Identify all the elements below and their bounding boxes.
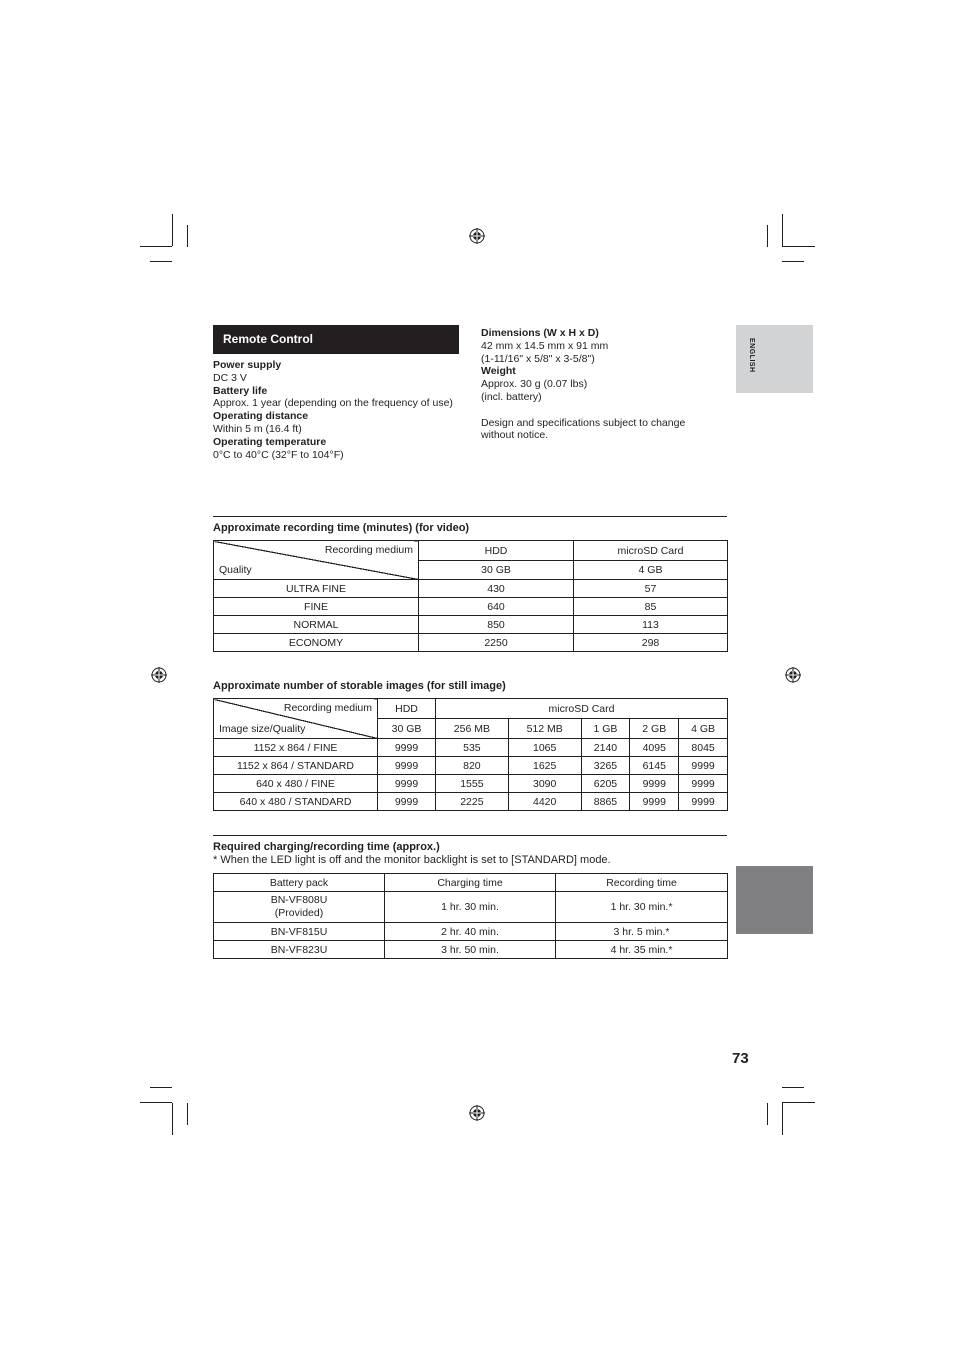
table-header-cell: 1 GB	[581, 719, 630, 739]
table-cell: 9999	[679, 775, 728, 793]
section-rule	[213, 516, 727, 517]
table-row	[214, 892, 728, 923]
table-row	[214, 634, 728, 652]
table-cell: 1152 x 864 / FINE	[214, 739, 378, 757]
battery-note: (Provided)	[274, 907, 324, 919]
table-corner-cell	[214, 541, 419, 580]
spec-label: Battery life	[213, 384, 268, 397]
spec-label: Dimensions (W x H x D)	[481, 327, 599, 339]
remote-specs-left	[213, 359, 453, 461]
table-header-cell: Recording time	[556, 874, 728, 892]
table-cell: 3090	[508, 775, 581, 793]
corner-bottom-label: Quality	[219, 564, 252, 576]
spec-value: (incl. battery)	[481, 390, 542, 403]
table-cell: 9999	[630, 793, 679, 811]
battery-model: BN-VF808U	[270, 894, 328, 906]
spec-value: Within 5 m (16.4 ft)	[213, 422, 302, 435]
table-cell: FINE	[214, 598, 419, 616]
charging-time-table	[213, 873, 728, 959]
table-cell: 2225	[436, 793, 509, 811]
language-tab-label: ENGLISH	[748, 338, 755, 373]
table-header-cell: 256 MB	[436, 719, 509, 739]
table-cell: 9999	[630, 775, 679, 793]
spec-value: 42 mm x 14.5 mm x 91 mm	[481, 339, 609, 352]
table-cell: 640	[419, 598, 574, 616]
table-title: Approximate recording time (minutes) (for video)	[213, 522, 470, 534]
table-cell: ECONOMY	[214, 634, 419, 652]
table-header-cell: microSD Card	[436, 699, 728, 719]
table-note: * When the LED light is off and the monitor backlight is set to [STANDARD] mode.	[213, 854, 611, 866]
still-image-table	[213, 698, 728, 811]
table-cell: 9999	[378, 757, 436, 775]
table-cell: 9999	[378, 775, 436, 793]
section-header: Remote Control	[213, 325, 459, 354]
table-header-cell: Charging time	[385, 874, 556, 892]
spec-label: Weight	[481, 365, 516, 378]
table-cell: 8865	[581, 793, 630, 811]
corner-bottom-label: Image size/Quality	[219, 723, 306, 735]
table-header-cell: 2 GB	[630, 719, 679, 739]
table-header-cell: 4 GB	[679, 719, 728, 739]
table-cell: 4 hr. 35 min.*	[556, 941, 728, 959]
table-corner-cell	[214, 699, 378, 739]
spec-value: 0°C to 40°C (32°F to 104°F)	[213, 448, 344, 461]
disclaimer: Design and specifications subject to change without notice.	[481, 416, 686, 442]
table-header-cell: Battery pack	[214, 874, 385, 892]
table-cell: 2 hr. 40 min.	[385, 923, 556, 941]
corner-top-label: Recording medium	[283, 702, 372, 714]
table-row	[214, 793, 728, 811]
table-header-cell: HDD	[378, 699, 436, 719]
table-cell: 1152 x 864 / STANDARD	[214, 757, 378, 775]
table-header-cell: 4 GB	[574, 561, 728, 580]
table-cell: 6205	[581, 775, 630, 793]
table-cell: 2250	[419, 634, 574, 652]
table-row	[214, 580, 728, 598]
table-cell: 113	[574, 616, 728, 634]
table-cell: 850	[419, 616, 574, 634]
section-rule	[213, 835, 727, 836]
remote-specs-right	[481, 327, 721, 442]
table-title: Required charging/recording time (approx.)	[213, 841, 440, 853]
table-cell: 4420	[508, 793, 581, 811]
table-cell: BN-VF823U	[214, 941, 385, 959]
table-header-cell: 30 GB	[419, 561, 574, 580]
spec-value: DC 3 V	[213, 371, 247, 384]
table-cell: 640 x 480 / STANDARD	[214, 793, 378, 811]
table-row	[214, 923, 728, 941]
video-recording-table	[213, 540, 728, 652]
table-header-cell: HDD	[419, 541, 574, 561]
spec-value: Approx. 1 year (depending on the frequency of use)	[213, 397, 453, 410]
table-header-cell: 512 MB	[508, 719, 581, 739]
spec-value: Approx. 30 g (0.07 lbs)	[481, 378, 588, 391]
table-cell: NORMAL	[214, 616, 419, 634]
page-number: 73	[732, 1050, 749, 1067]
registration-mark-icon	[785, 667, 801, 683]
table-cell: 57	[574, 580, 728, 598]
table-cell: 1065	[508, 739, 581, 757]
table-cell: 640 x 480 / FINE	[214, 775, 378, 793]
table-cell: 2140	[581, 739, 630, 757]
table-row	[214, 616, 728, 634]
table-row	[214, 775, 728, 793]
table-cell: ULTRA FINE	[214, 580, 419, 598]
table-row	[214, 739, 728, 757]
table-cell: 535	[436, 739, 509, 757]
table-title: Approximate number of storable images (for still image)	[213, 680, 506, 692]
table-cell: 3265	[581, 757, 630, 775]
table-cell: 6145	[630, 757, 679, 775]
table-cell: 1555	[436, 775, 509, 793]
spec-value: (1-11/16" x 5/8" x 3-5/8")	[481, 352, 595, 365]
registration-mark-icon	[469, 1105, 485, 1121]
table-header-cell: microSD Card	[574, 541, 728, 561]
table-cell: 9999	[378, 739, 436, 757]
spec-label: Operating temperature	[213, 435, 327, 448]
table-row	[214, 598, 728, 616]
table-cell: 1 hr. 30 min.*	[556, 892, 728, 923]
section-tab	[736, 866, 813, 934]
table-cell: 1 hr. 30 min.	[385, 892, 556, 923]
table-header-cell: 30 GB	[378, 719, 436, 739]
corner-top-label: Recording medium	[324, 544, 413, 556]
table-row	[214, 757, 728, 775]
table-cell: 9999	[679, 757, 728, 775]
table-cell: 9999	[378, 793, 436, 811]
table-row	[214, 941, 728, 959]
table-cell	[214, 892, 385, 923]
table-cell: 85	[574, 598, 728, 616]
spec-label: Power supply	[213, 359, 282, 371]
table-cell: 4095	[630, 739, 679, 757]
table-cell: 820	[436, 757, 509, 775]
spec-label: Operating distance	[213, 410, 309, 423]
table-cell: 1625	[508, 757, 581, 775]
table-cell: 9999	[679, 793, 728, 811]
table-cell: 3 hr. 50 min.	[385, 941, 556, 959]
table-cell: BN-VF815U	[214, 923, 385, 941]
table-cell: 8045	[679, 739, 728, 757]
registration-mark-icon	[469, 228, 485, 244]
table-cell: 430	[419, 580, 574, 598]
table-cell: 3 hr. 5 min.*	[556, 923, 728, 941]
registration-mark-icon	[151, 667, 167, 683]
table-cell: 298	[574, 634, 728, 652]
